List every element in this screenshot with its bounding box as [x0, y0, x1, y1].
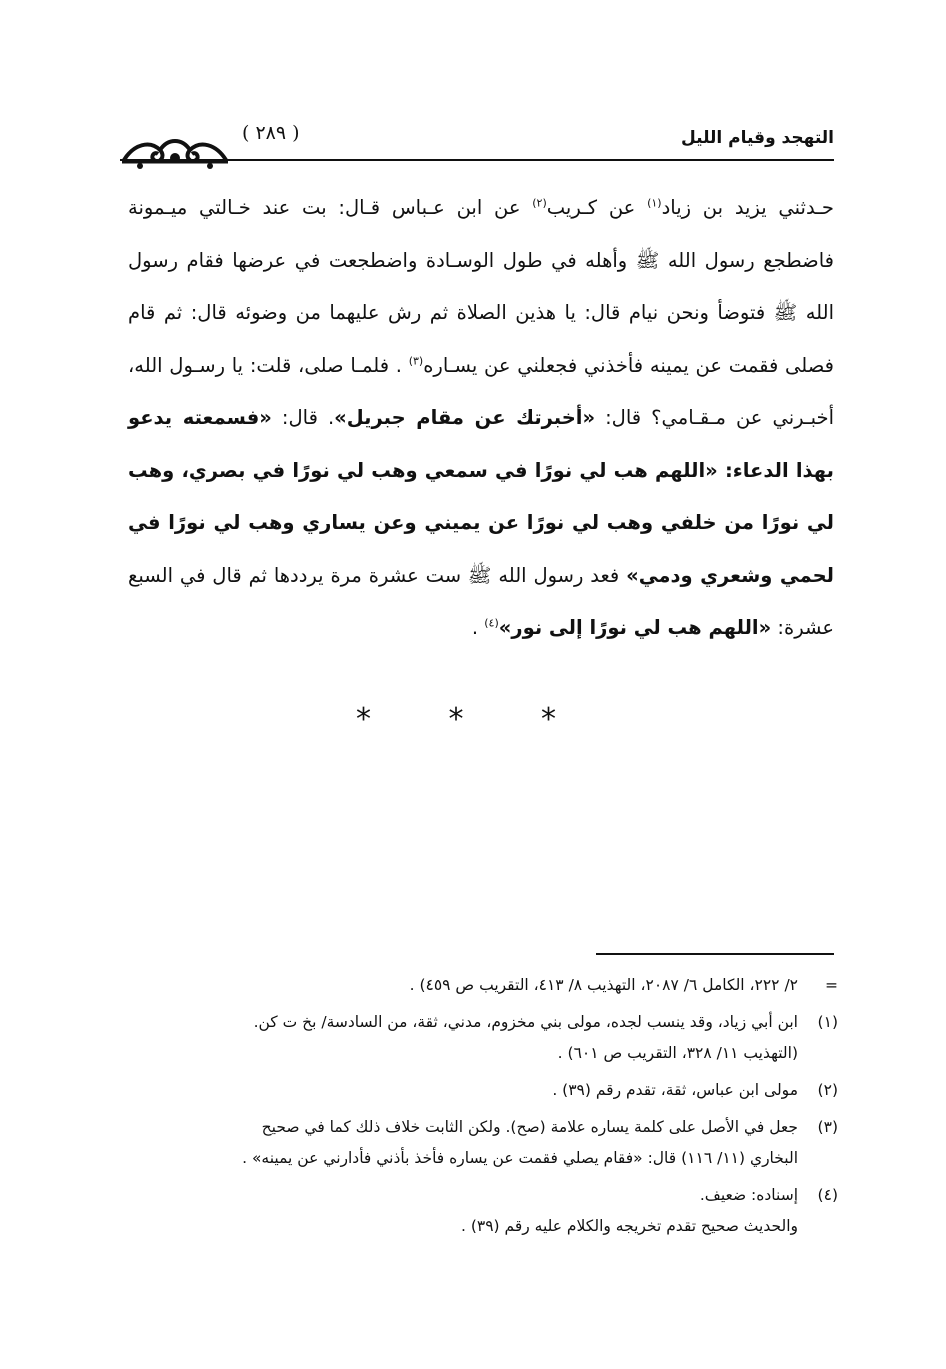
text-run: . فلمـا صلى، قلت: يا رسـول الله، أخبـرني عن مـقـامي؟ قال: — [128, 353, 834, 429]
text-run: عن كـريب — [546, 196, 648, 219]
footnote-text: مولى ابن عباس، ثقة، تقدم رقم (٣٩) . — [552, 1081, 798, 1099]
footnote-text: (التهذيب ١١/ ٣٢٨، التقريب ص ٦٠١) . — [557, 1044, 798, 1062]
hadith-quote: «أخبرتك عن مقام جبريل» — [334, 406, 596, 429]
text-run: . قال: — [271, 406, 335, 429]
footnote-ref: (٤) — [484, 616, 499, 630]
footnote-number: (٣) — [817, 1118, 838, 1136]
footnote-item — [120, 1007, 838, 1069]
page-header — [120, 118, 834, 180]
footnote-ref: (٣) — [408, 354, 424, 367]
footnotes — [120, 970, 838, 1242]
footnote-number: (١) — [817, 1013, 838, 1031]
footnote-text: جعل في الأصل على كلمة يساره علامة (صح). ولكن الثابت خلاف ذلك كما في صحيح — [261, 1118, 798, 1136]
footnote-number: (٤) — [817, 1186, 838, 1204]
footnote-number: (٢) — [817, 1081, 838, 1099]
text-run: فعد رسول الله ﷺ ست عشرة مرة يرددها ثم قال في السبع عشرة: — [128, 563, 834, 639]
text-run: . — [471, 616, 485, 639]
footnote-ref: (١) — [647, 196, 662, 210]
continuation-marker: = — [825, 976, 838, 994]
running-title: التهجد وقيام الليل — [680, 128, 834, 148]
section-separator: * * * — [355, 702, 591, 737]
footnote-text: البخاري (١١/ ١١٦) قال: «فقام يصلي فقمت عن يساره فأخذ بأذني فأدارني عن يمينه» . — [242, 1149, 798, 1167]
footnote-text: ابن أبي زياد، وقد ينسب لجده، مولى بني مخزوم، مدني، ثقة، من السادسة/ بخ ت كن. — [253, 1013, 798, 1031]
footnote-text: والحديث صحيح تقدم تخريجه والكلام عليه رقم (٣٩) . — [460, 1217, 798, 1235]
header-rule — [120, 159, 834, 161]
text-run: عن ابن عـباس قـال: بت عند خـالتي ميـمونة فاضطجع رسول الله ﷺ وأهله في طول الوسـادة واضطجعت في عرضها فقام رسول الله ﷺ فتوضأ ونحن نيام قال: يا هذين الصلاة ثم رش عليهما من وضوئه قال: ثم قام فصلى فقمت عن يمينه فأخذني فجعلني عن يسـاره — [128, 196, 834, 377]
footnote-text: ٢/ ٢٢٢، الكامل ٦/ ٢٠٨٧، التهذيب ٨/ ٤١٣، التقريب ص ٤٥٩) . — [409, 976, 798, 994]
footnote-continuation — [120, 970, 838, 1001]
main-paragraph — [128, 182, 834, 655]
text-run: حـدثني يزيد بن زياد — [661, 196, 834, 219]
footnote-rule — [596, 953, 834, 955]
footnote-item — [120, 1180, 838, 1242]
footnote-item — [120, 1075, 838, 1106]
hadith-quote: «فسمعته يدعو بهذا الدعاء: «اللهم هب لي نورًا في سمعي وهب لي نورًا في بصري، وهب لي نورًا من خلفي وهب لي نورًا عن يميني وعن يساري وهب لي نورًا في لحمي وشعري ودمي» — [128, 406, 834, 587]
footnote-text: إسناده: ضعيف. — [699, 1186, 798, 1204]
footnote-item — [120, 1112, 838, 1174]
footnote-ref: (٢) — [532, 196, 547, 210]
page-number: ( ٢٨٩ ) — [242, 122, 300, 144]
ornament-icon — [120, 132, 230, 172]
hadith-quote: «اللهم هب لي نورًا إلى نور» — [498, 616, 772, 639]
